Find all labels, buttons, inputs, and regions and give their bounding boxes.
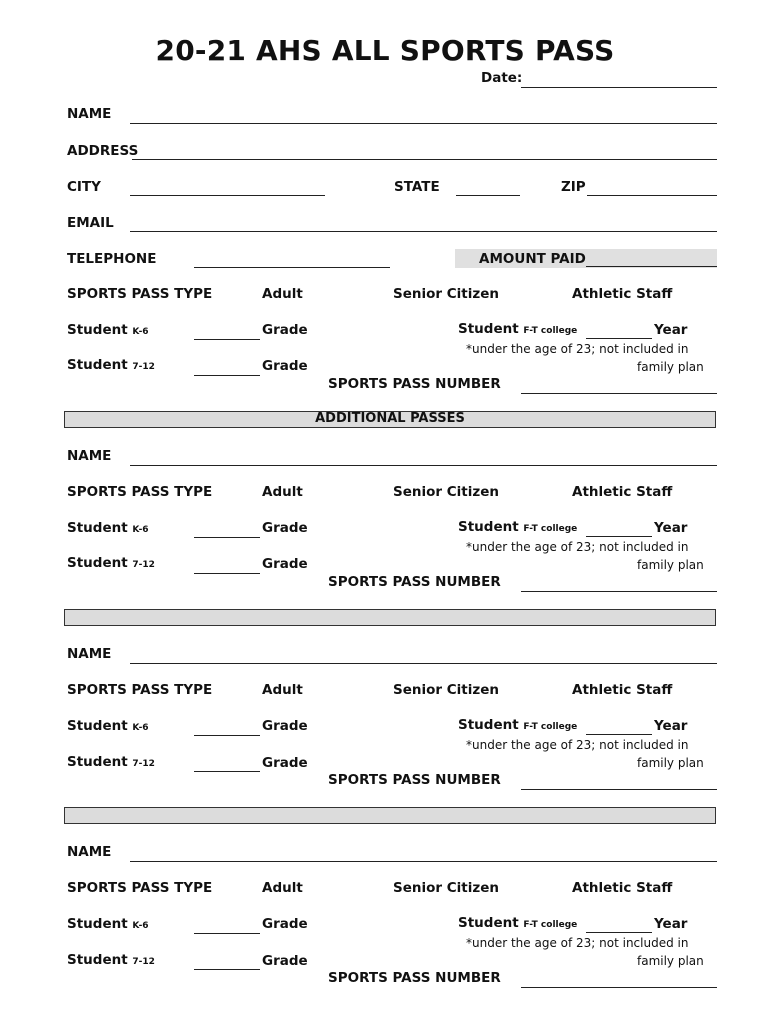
adult-option[interactable]: Adult [262,682,303,698]
college-year-field[interactable] [586,536,652,537]
student-712-label [67,357,155,373]
name-label: NAME [67,106,112,122]
712-grade-field[interactable] [194,771,260,772]
k6-label: K-6 [132,327,149,337]
grade-label: Grade [262,718,308,734]
adult-option[interactable]: Adult [262,286,303,302]
year-label: Year [654,718,688,734]
student-k6-label [67,916,149,932]
pass-number-label: SPORTS PASS NUMBER [328,772,501,788]
staff-option[interactable]: Athletic Staff [572,682,673,698]
name-field[interactable] [130,123,717,124]
712-label: 7-12 [132,759,155,769]
student-college-label [458,519,577,535]
telephone-label: TELEPHONE [67,251,157,267]
grade-label: Grade [262,322,308,338]
712-grade-field[interactable] [194,375,260,376]
student-word: Student [67,357,128,373]
grade-label: Grade [262,953,308,969]
pass-block-additional-3 [0,880,770,990]
additional-name-field[interactable] [130,861,717,862]
year-label: Year [654,520,688,536]
college-year-field[interactable] [586,338,652,339]
student-word: Student [67,916,128,932]
page-title: 20-21 AHS ALL SPORTS PASS [155,34,615,67]
student-k6-label [67,322,149,338]
grade-label: Grade [262,556,308,572]
student-college-label [458,321,577,337]
pass-number-label: SPORTS PASS NUMBER [328,970,501,986]
712-label: 7-12 [132,957,155,967]
pass-type-label: SPORTS PASS TYPE [67,682,213,698]
year-label: Year [654,322,688,338]
student-word: Student [67,754,128,770]
adult-option[interactable]: Adult [262,484,303,500]
student-712-label [67,555,155,571]
student-word: Student [67,952,128,968]
date-field[interactable] [521,87,717,88]
k6-grade-field[interactable] [194,735,260,736]
pass-number-field[interactable] [521,987,717,988]
student-712-label [67,754,155,770]
date-label: Date: [481,70,523,86]
age-note: *under the age of 23; not included in [466,936,689,950]
college-year-field[interactable] [586,932,652,933]
student-word: Student [67,520,128,536]
grade-label: Grade [262,916,308,932]
pass-block-additional-1 [0,484,770,594]
pass-type-label: SPORTS PASS TYPE [67,484,213,500]
age-note: *under the age of 23; not included in [466,342,689,356]
pass-number-field[interactable] [521,789,717,790]
pass-number-label: SPORTS PASS NUMBER [328,376,501,392]
student-word: Student [458,915,519,931]
senior-option[interactable]: Senior Citizen [393,484,499,500]
age-note-2: family plan [637,756,704,770]
telephone-field[interactable] [194,267,390,268]
additional-passes-header: ADDITIONAL PASSES [64,411,716,428]
712-label: 7-12 [132,560,155,570]
712-grade-field[interactable] [194,969,260,970]
student-word: Student [67,555,128,571]
city-label: CITY [67,179,101,195]
address-field[interactable] [132,159,717,160]
age-note-2: family plan [637,558,704,572]
additional-name-label: NAME [67,646,112,662]
email-label: EMAIL [67,215,114,231]
k6-label: K-6 [132,921,149,931]
712-grade-field[interactable] [194,573,260,574]
staff-option[interactable]: Athletic Staff [572,286,673,302]
student-k6-label [67,718,149,734]
ft-college-label: F-T college [523,524,578,534]
age-note-2: family plan [637,954,704,968]
pass-number-field[interactable] [521,393,717,394]
student-word: Student [458,321,519,337]
divider-bar [64,807,716,824]
pass-block-additional-2 [0,682,770,792]
email-field[interactable] [130,231,717,232]
address-label: ADDRESS [67,143,139,159]
student-college-label [458,915,577,931]
age-note: *under the age of 23; not included in [466,738,689,752]
grade-label: Grade [262,358,308,374]
senior-option[interactable]: Senior Citizen [393,682,499,698]
student-college-label [458,717,577,733]
pass-type-label: SPORTS PASS TYPE [67,880,213,896]
k6-grade-field[interactable] [194,537,260,538]
student-word: Student [458,717,519,733]
zip-field[interactable] [587,195,717,196]
senior-option[interactable]: Senior Citizen [393,286,499,302]
student-word: Student [458,519,519,535]
ft-college-label: F-T college [523,920,578,930]
college-year-field[interactable] [586,734,652,735]
grade-label: Grade [262,520,308,536]
state-field[interactable] [456,195,520,196]
additional-name-label: NAME [67,844,112,860]
k6-label: K-6 [132,723,149,733]
pass-type-label: SPORTS PASS TYPE [67,286,213,302]
additional-name-field[interactable] [130,465,717,466]
student-word: Student [67,322,128,338]
age-note-2: family plan [637,360,704,374]
pass-block-main [0,286,770,396]
k6-grade-field[interactable] [194,339,260,340]
712-label: 7-12 [132,362,155,372]
additional-name-label: NAME [67,448,112,464]
amount-paid-field[interactable] [586,266,717,267]
student-712-label [67,952,155,968]
year-label: Year [654,916,688,932]
additional-name-field[interactable] [130,663,717,664]
staff-option[interactable]: Athletic Staff [572,484,673,500]
student-k6-label [67,520,149,536]
divider-bar [64,609,716,626]
zip-label: ZIP [561,179,586,195]
ft-college-label: F-T college [523,326,578,336]
amount-paid-label: AMOUNT PAID [479,251,586,267]
adult-option[interactable]: Adult [262,880,303,896]
k6-label: K-6 [132,525,149,535]
ft-college-label: F-T college [523,722,578,732]
grade-label: Grade [262,755,308,771]
pass-number-label: SPORTS PASS NUMBER [328,574,501,590]
city-field[interactable] [130,195,325,196]
state-label: STATE [394,179,440,195]
senior-option[interactable]: Senior Citizen [393,880,499,896]
student-word: Student [67,718,128,734]
age-note: *under the age of 23; not included in [466,540,689,554]
pass-number-field[interactable] [521,591,717,592]
k6-grade-field[interactable] [194,933,260,934]
staff-option[interactable]: Athletic Staff [572,880,673,896]
